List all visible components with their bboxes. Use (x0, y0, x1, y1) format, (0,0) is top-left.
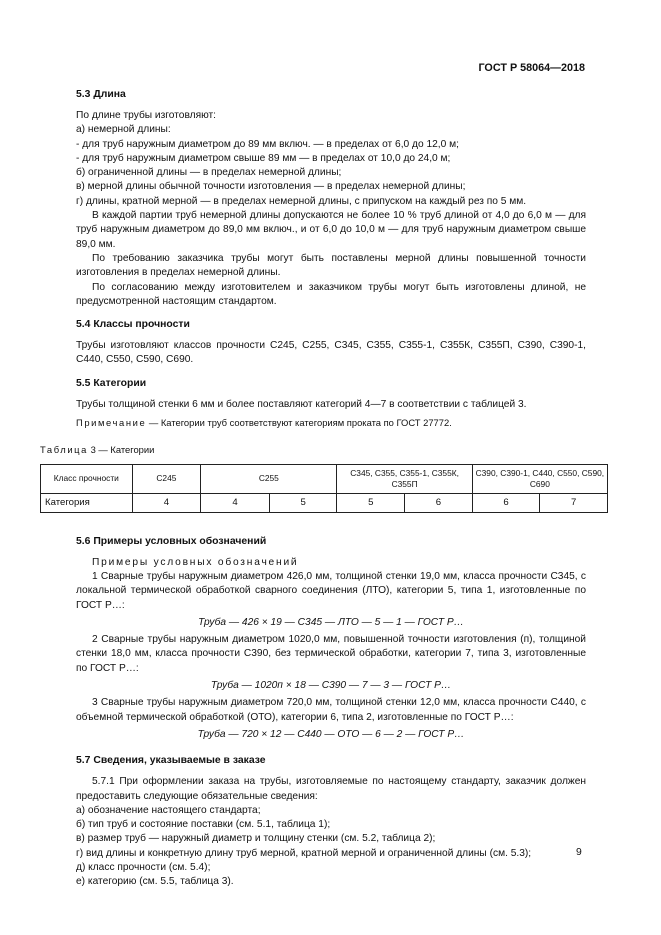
order-item-b: б) тип труб и состояние поставки (см. 5.1, таблица 1); (76, 819, 331, 831)
length-item-v: в) мерной длины обычной точности изготовления — в пределах немерной длины; (76, 181, 466, 193)
table-caption-rest: 3 — Категории (87, 444, 155, 456)
example-1-designation: Труба — 426 × 19 — С345 — ЛТО — 5 — 1 — ГОСТ Р… (198, 616, 464, 628)
table-row-category (41, 493, 608, 512)
section-5-4-title: 5.4 Классы прочности (76, 319, 190, 331)
section-5-7-title: 5.7 Сведения, указываемые в заказе (76, 755, 266, 767)
length-para-3: По согласованию между изготовителем и заказчиком трубы могут быть изготовлены длиной, не предусмотренной настоящим стандартом. (76, 281, 586, 307)
length-para-1: В каждой партии труб немерной длины допускаются не более 10 % труб длиной от 4,0 до 6,0 м — для труб наружным диаметром до 89,0 мм включ., и от 6,0 до 10,0 м — для труб наружным диаметром свыше 89,0 мм. (76, 210, 586, 250)
example-3-text: 3 Сварные трубы наружным диаметром 720,0 мм, толщиной стенки 12,0 мм, класса прочности С440, с объемной термической обработкой (ОТО), категории 6, типа 2, изготовленные по ГОСТ Р…: (76, 697, 586, 723)
order-info-intro: 5.7.1 При оформлении заказа на трубы, изготовляемые по настоящему стандарту, заказчик должен предоставить следующие обязательные сведения: (76, 776, 586, 802)
categories-text: Трубы толщиной стенки 6 мм и более поставляют категорий 4—7 в соответствии с таблицей 3. (76, 398, 527, 410)
examples-heading: Примеры условных обозначений (92, 556, 299, 568)
order-item-e: е) категорию (см. 5.5, таблица 3). (76, 876, 234, 888)
example-3-designation: Труба — 720 × 12 — С440 — ОТО — 6 — 2 — ГОСТ Р… (197, 728, 465, 740)
length-item-g: г) длины, кратной мерной — в пределах немерной длины, с припуском на каждый рез по 5 мм. (76, 195, 527, 207)
th-c245: С245 (132, 464, 201, 493)
section-5-3-title: 5.3 Длина (76, 89, 126, 100)
section-5-6-title: 5.6 Примеры условных обозначений (76, 535, 267, 547)
table-cell: 6 (405, 493, 473, 512)
order-item-d: д) класс прочности (см. 5.4); (76, 861, 211, 873)
length-para-2: По требованию заказчика трубы могут быть поставлены мерной длины повышенной точности изготовления в пределах немерной длины. (76, 252, 586, 279)
order-item-v: в) размер труб — наружный диаметр и толщину стенки (см. 5.2, таблица 2); (76, 833, 436, 845)
length-item-b: б) ограниченной длины — в пределах немерной длины; (76, 167, 342, 179)
table-cell: 7 (540, 493, 608, 512)
example-1-text: 1 Сварные трубы наружным диаметром 426,0 мм, толщиной стенки 19,0 мм, класса прочности С345, с локальной термической обработкой сварного соединения (ЛТО), категории 5, типа 1, изготовленные по ГОСТ Р…: (76, 570, 586, 611)
table-caption-label: Таблица (40, 444, 88, 456)
table-3-categories (40, 464, 608, 513)
document-id: ГОСТ Р 58064—2018 (478, 62, 585, 74)
length-intro: По длине трубы изготовляют: (76, 110, 216, 121)
example-2-designation: Труба — 1020п × 18 — С390 — 7 — 3 — ГОСТ Р… (210, 680, 452, 692)
th-c390-group: С390, С390-1, С440, С550, С590, С690 (472, 464, 607, 493)
page-number: 9 (576, 847, 582, 858)
table-cell: 6 (472, 493, 540, 512)
length-item-a2: - для труб наружным диаметром свыше 89 мм — в пределах от 10,0 до 24,0 м; (76, 152, 451, 164)
th-c345-group: С345, С355, С355-1, С355К, С355П (337, 464, 472, 493)
strength-classes-text: Трубы изготовляют классов прочности С245, С255, С345, С355, С355-1, С355К, С355П, С390, С390-1, С440, С550, С590, С690. (76, 340, 586, 366)
section-5-5-title: 5.5 Категории (76, 377, 147, 389)
th-strength-class: Класс прочности (41, 464, 133, 493)
note-label: Примечание (76, 417, 147, 429)
td-category-label: Категория (41, 493, 133, 512)
table-header-row (41, 464, 608, 493)
table-3-caption (40, 443, 586, 457)
note-text: — Категории труб соответствуют категориям проката по ГОСТ 27772. (146, 417, 452, 429)
document-body (40, 88, 605, 890)
table-cell: 5 (337, 493, 405, 512)
th-c255: С255 (201, 464, 337, 493)
table-cell: 4 (201, 493, 270, 512)
table-cell: 5 (269, 493, 337, 512)
order-item-g: г) вид длины и конкретную длину труб мерной, кратной мерной и ограниченной длины (см. 5.3); (76, 847, 532, 859)
length-item-a: а) немерной длины: (76, 124, 171, 136)
length-item-a1: - для труб наружным диаметром до 89 мм включ. — в пределах от 6,0 до 12,0 м; (76, 138, 459, 150)
categories-note (76, 416, 586, 430)
table-cell: 4 (132, 493, 201, 512)
example-2-text: 2 Сварные трубы наружным диаметром 1020,0 мм, повышенной точности изготовления (п), толщиной стенки 18,0 мм, класса прочности С390, без термической обработки, категории 7, типа 3, изготовленные по ГОСТ Р…: (76, 634, 586, 674)
order-item-a: а) обозначение настоящего стандарта; (76, 804, 261, 816)
